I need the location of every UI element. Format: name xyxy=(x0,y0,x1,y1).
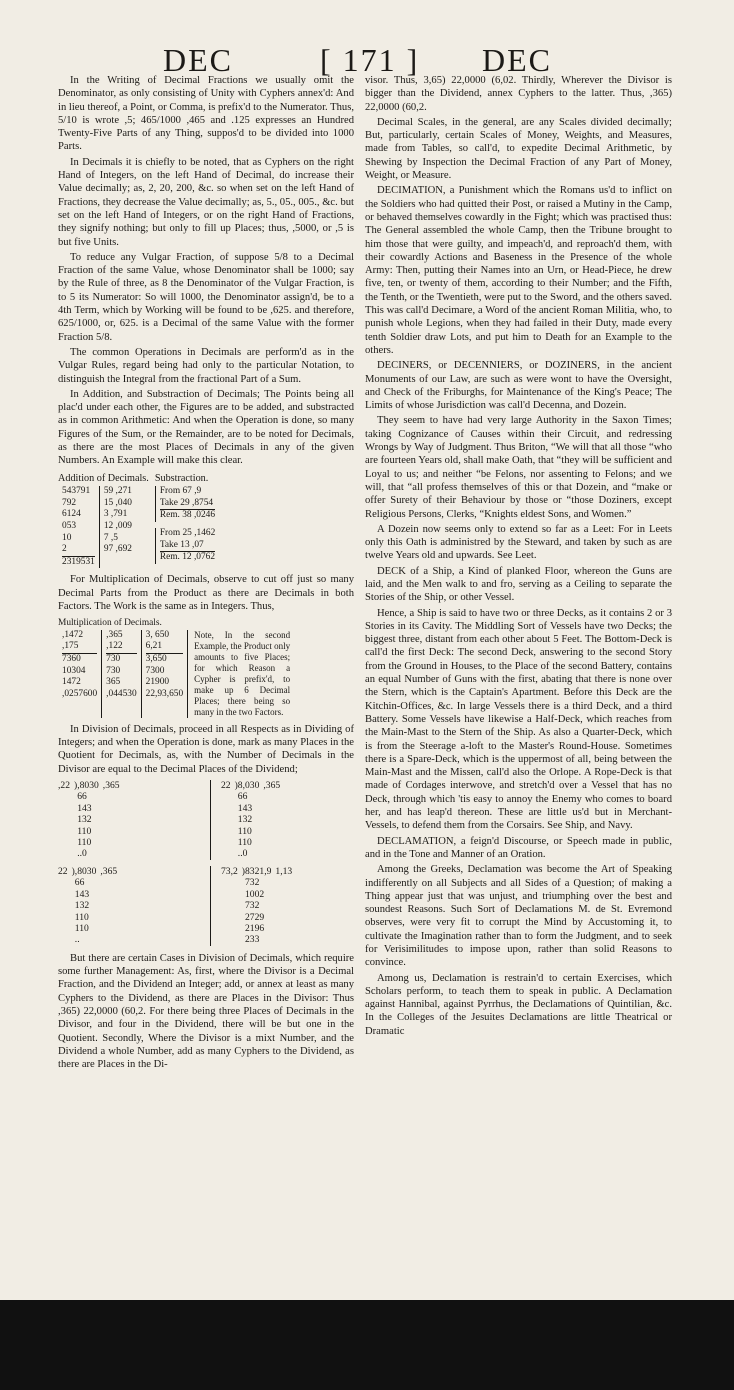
division-example-3: 22 ) ,8030 66 143 132 110 110 .. ,365 xyxy=(58,865,118,946)
figure-line: 053 xyxy=(62,520,77,531)
page-number: [ 171 ] xyxy=(320,42,420,78)
figure-line: 7300 xyxy=(145,665,165,676)
paragraph: visor. Thus, 3,65) 22,0000 (6,02. Thirdly, Wherever the Divisor is bigger than the Dividend, annex Cyphers to the latter. Thus, ,365) 22,0000 (60,2. xyxy=(365,75,672,113)
figure-line: 15 ,040 xyxy=(103,497,132,508)
division-example-4: 73,2 ) 8321,9 732 1002 732 2729 2196 233 1,13 xyxy=(210,866,350,946)
entry-declamation: DECLAMATION, a feign'd Discourse, or Speech made in public, and in the Tone and Manner of an Oration. xyxy=(365,835,672,860)
addition-subtraction-example xyxy=(58,473,354,569)
paragraph: In Decimals it is chiefly to be noted, that as Cyphers on the right Hand of Integers, on the left Hand of Decimal, do increase their Value decimally; as, 2, 20, 200, &c. so when set on the left Hand of Fractions, they decrease the Value decimally; as, 5., 05., 005., &c. but set on the left Hand of Integers, or on the right Hand of Fractions, they signify nothing; but only to fill up Places; thus, ,5000, or ,5 is but five Units. xyxy=(58,156,354,248)
left-column xyxy=(58,74,354,1073)
division-step: 110 xyxy=(77,825,92,837)
division-example-1: ,22 ) ,8030 66 143 132 110 110 ..0 ,365 xyxy=(58,780,120,860)
division-step: 1002 xyxy=(245,888,265,900)
figure-line: ,1472 xyxy=(62,629,84,640)
figure-line: ,365 xyxy=(106,629,123,640)
figure-line: 1472 xyxy=(62,677,81,688)
division-step: 732 xyxy=(245,900,260,912)
figure-line: 21900 xyxy=(145,677,170,688)
division-step: 2729 xyxy=(245,911,265,923)
figure-line: 10 xyxy=(62,532,72,543)
division-step: 110 xyxy=(74,911,89,923)
dividend: ,8030 xyxy=(77,780,99,792)
multiplication-label: Multiplication of Decimals. xyxy=(58,618,162,629)
figure-line: 730 xyxy=(106,665,121,676)
running-head-left: DEC xyxy=(163,42,233,78)
entry-deciners: DECINERS, or DECENNIERS, or DOZINERS, in the ancient Monuments of our Law, are such as were wont to have the Oversight, and Check of the Friburghs, for Maintenance of the King's Peace; The Limits of whose Jurisdiction was call'd Decenna, and Dozein. xyxy=(365,360,672,412)
division-step: 2196 xyxy=(245,922,265,934)
figure-line: From 67 ,9 xyxy=(159,486,202,497)
paragraph: A Dozein now seems only to extend so far as a Leet: For in Leets only this Oath is administred by the Steward, and taken by such as are twelve Years old and upwards. See Leet. xyxy=(365,523,672,562)
division-step: 66 xyxy=(237,791,248,803)
scan-bottom-band xyxy=(0,1300,734,1390)
dividend: 8,030 xyxy=(237,780,260,792)
figure-line: Take 13 ,07 xyxy=(160,540,215,553)
entry-deck: DECK of a Ship, a Kind of planked Floor, whereon the Guns are laid, and the Men walk to and fro, serving as a Ceiling to separate the Stories of the Ship, or other Vessel. xyxy=(365,565,672,604)
figure-line: 97 ,692 xyxy=(103,544,132,555)
paragraph: In Addition, and Substraction of Decimals; The Points being all plac'd under each other, the Figures are to be added, and substracted as in common Arithmetic: And when the Operation is done, so many Figures of the Sum, or the Remainder, are to be noted for Decimals, as there are the most Places of Decimals in any of the given Numbers. An Example will make this clear. xyxy=(58,388,354,467)
paragraph: To reduce any Vulgar Fraction, of suppose 5/8 to a Decimal Fraction of the same Value, whose Denominator shall be 1000; say by the Rule of three, as 8 the Denominator of the Vulgar Fraction, is to 5 its Numerator: So will 1000, the Denominator assign'd, be to a 4th Term, which by Working will be found to be ,625. and therefore, 625/1000, or, 625. is a Decimal of the same Value with the former Fraction 5/8. xyxy=(58,251,354,343)
paragraph: Among the Greeks, Declamation was become the Art of Speaking indifferently on all Subjects and all Sides of a Question; of making a Thing appear just that was unjust, and triumphing over the best and soundest Reasons. Such Sort of Declamations M. de St. Evremond observes, were very fit to corrupt the Mind by Accustoming it, to cultivate the Imagination rather than to form the Judgment, and to seek for Verisimilitudes to impose upon, rather than solid Reasons to convince. xyxy=(365,864,672,969)
division-step: ..0 xyxy=(237,848,248,860)
figure-line: 730 xyxy=(106,654,121,665)
figure-line: 2 xyxy=(62,544,95,557)
figure-line: 3 ,791 xyxy=(103,509,128,520)
multiplication-note: Note, In the second Example, the Product only amounts to five Places; for which Reason a Cypher is prefix'd, to make up 6 Decimal Places; there being so many in the two Factors. xyxy=(194,629,291,717)
figure-line: 12 ,009 xyxy=(103,520,132,531)
division-example-2: 22 ) 8,030 66 143 132 110 110 ..0 ,365 xyxy=(210,780,350,860)
figure-line: 365 xyxy=(106,677,121,688)
figure-line: 22,93,650 xyxy=(145,688,184,699)
subtraction-block-2 xyxy=(155,528,215,564)
division-step: .. xyxy=(74,934,80,946)
entry-decimation: DECIMATION, a Punishment which the Romans us'd to inflict on the Soldiers who had quitted their Post, or raised a Mutiny in the Camp, or behaved themselves cowardly in the Fight; which was practised thus: The General assembled the whole Camp, then the Tribune brought to him those that were guilty, and impeach'd, and reproach'd them, with their cowardly Actions and Baseness in the Presence of the whole Army: Then, putting their Names into an Urn, or Head-Piece, he drew five, ten, or twenty of them, according to their Number; and the Fifth, the Tenth, or the Twentieth, were put to the Sword, and the others saved. This was call'd Decimare, a Word of the ancient Roman Militia, who, to punish whole Legions, when they had failed in their Duty, made every tenth Soldier draw Lots, and put him to Death for an Example to the others. xyxy=(365,185,672,356)
paragraph: The common Operations in Decimals are perform'd as in the Vulgar Rules, regard being had only to the particular Notation, to distinguish the Integral from the fractional Part of a Sum. xyxy=(58,346,354,385)
multiplication-table xyxy=(58,630,188,718)
figure-line: 7360 xyxy=(62,654,81,665)
addition-table xyxy=(58,486,136,568)
subtraction-block-1 xyxy=(155,486,215,522)
division-step: 66 xyxy=(77,791,87,803)
figure-line: 6124 xyxy=(62,509,81,520)
figure-line: Take 29 ,8754 xyxy=(160,498,215,511)
figure-line: From 25 ,1462 xyxy=(159,527,216,538)
paragraph: In the Writing of Decimal Fractions we usually omit the Denominator, as only consisting of Unity with Cyphers annex'd: And in lieu thereof, a Point, or Comma, is prefix'd to the Numerator. Thus, 5/10 is wrote ,5; 465/1000 ,465 and .125 expresses an Hundred Twenty-Five Parts of any Thing, suppos'd to be divided into 1000 Parts. xyxy=(58,75,354,153)
dividend: 8321,9 xyxy=(245,865,272,877)
figure-line: Rem. 38 ,0246 xyxy=(159,510,216,521)
division-step: 132 xyxy=(237,814,253,826)
dividend: ,8030 xyxy=(74,865,97,877)
figure-line: ,0257600 xyxy=(62,688,98,699)
subtraction-label: Substraction. xyxy=(154,472,209,484)
figure-line: 10304 xyxy=(62,665,86,676)
paragraph: But there are certain Cases in Division of Decimals, which require some further Management: As, first, where the Divisor is a Decimal Fraction, and the Dividend an Integer; add, or annex at least as many Cyphers to the Dividend, as there are Places in the Divisor: Thus ,365) 22,0000 (60,2. For there being three Places of Decimals in the Divisor, and four in the Dividend, there will be but one in the Quotient. Secondly, Where the Divisor is a mixt Number, and the Dividend a whole Number, add as many Cyphers to the Dividend, as there are Places in the Di- xyxy=(58,952,354,1071)
division-step: 66 xyxy=(74,877,85,889)
running-head-right: DEC xyxy=(482,42,552,78)
figure-line: 7 ,5 xyxy=(103,532,118,543)
division-step: 110 xyxy=(77,837,92,849)
right-column xyxy=(365,74,672,1040)
figure-line: 3, 650 xyxy=(145,629,170,640)
paragraph: Hence, a Ship is said to have two or three Decks, as it contains 2 or 3 Stories in its Cavity. The Middling Sort of Vessels have two Decks; the biggest three, distant from each other about 5 Feet. The Bottom-Deck is call'd the first Deck: The second Deck, answering to the second Story from the Ground in Houses, to the Place of the second Battery, contains an equal Number of Guns with the first, abating that there is none over the Stern, which is the Captain's Apartment. Before this Deck are the Kitchin-Offices, &c. In large Vessels there is a third Deck, and a third Battery. Some Vessels have likewise a Half-Deck, which reaches from the Main-Mast to the Stern of the Ship. As also a Quarter-Deck, which is from the Steerage a-loft to the Master's Round-House. Sometimes there is a Spare-Deck, which is the uppermost of all, being between the Main-Mast and the Missen, call'd also the Orlope. A Rope-Deck is that made of Cordages interwove, and stretch'd over a Vessel that has no Deck, through which 'tis easy to annoy the Enemy who comes to board her, and has leap'd thereon. These are little us'd but in Merchant-Vessels, to defend them from the Corsairs. See Ship, and Navy. xyxy=(365,607,672,832)
division-step: 110 xyxy=(74,922,89,934)
figure-line: 792 xyxy=(62,497,77,508)
division-step: 143 xyxy=(77,802,92,814)
figure-line: 543791 xyxy=(62,486,91,497)
figure-line: 3,650 xyxy=(145,654,167,665)
division-step: 233 xyxy=(245,934,260,946)
division-step: 110 xyxy=(237,837,252,849)
division-step: 732 xyxy=(245,877,260,889)
figure-line: 6,21 xyxy=(146,641,184,654)
division-step: 143 xyxy=(74,888,90,900)
paragraph: They seem to have had very large Authority in the Saxon Times; taking Cognizance of Causes within their Circuit, and redressing Wrongs by Way of Judgment. Thus Briton, “We will that all those “who are fourteen Years old, shall make Oath, that “they will be sufficient and Loyal to us; and neither “be Felons, nor assenting to Felons; and we will, that “all profess themselves of this or that Dozein, and “make or offer Surety of their Behaviour by those or “those Doziners, except Religious Persons, Clerks, “Knights eldest Sons, and Women.” xyxy=(365,415,672,520)
figure-line: Rem. 12 ,0762 xyxy=(159,552,216,563)
figure-line: ,175 xyxy=(62,641,97,654)
addition-label: Addition of Decimals. xyxy=(58,472,149,484)
paragraph: Decimal Scales, in the general, are any Scales divided decimally; But, particularly, certain Scales of Money, Weights, and Measures, made from Tables, so call'd, to expedite Decimal Arithmetic, by Shewing by Inspection the Decimal Fraction of any Part of Money, Weight, or Measure. xyxy=(365,116,672,182)
division-step: 132 xyxy=(77,814,92,826)
paragraph: In Division of Decimals, proceed in all Respects as in Dividing of Integers; and when the Operation is done, mark as many Places in the Quotient for Decimals, as, with the Number of Decimals in the Divisor are equal to the Decimal Places of the Dividend; xyxy=(58,723,354,775)
division-step: 132 xyxy=(74,900,90,912)
figure-line: 59 ,271 xyxy=(103,486,132,497)
division-step: ..0 xyxy=(77,848,87,860)
figure-line: 2319531 xyxy=(62,556,95,567)
division-examples xyxy=(58,780,354,946)
division-step: 143 xyxy=(237,802,253,814)
figure-line: ,044530 xyxy=(106,688,137,699)
paragraph: For Multiplication of Decimals, observe to cut off just so many Decimal Parts from the Product as there are Decimals in both Factors. The Work is the same as in Integers. Thus, xyxy=(58,574,354,612)
paragraph: Among us, Declamation is restrain'd to certain Exercises, which Scholars perform, to teach them to speak in public. A Declamation against Hannibal, against Pyrrhus, the Declamations of Quintilian, &c. In the Colleges of the Jesuites Declamations are little Theatrical or Dramatic xyxy=(365,972,672,1037)
multiplication-example xyxy=(58,618,354,718)
figure-line: ,122 xyxy=(106,641,136,654)
division-step: 110 xyxy=(237,825,252,837)
